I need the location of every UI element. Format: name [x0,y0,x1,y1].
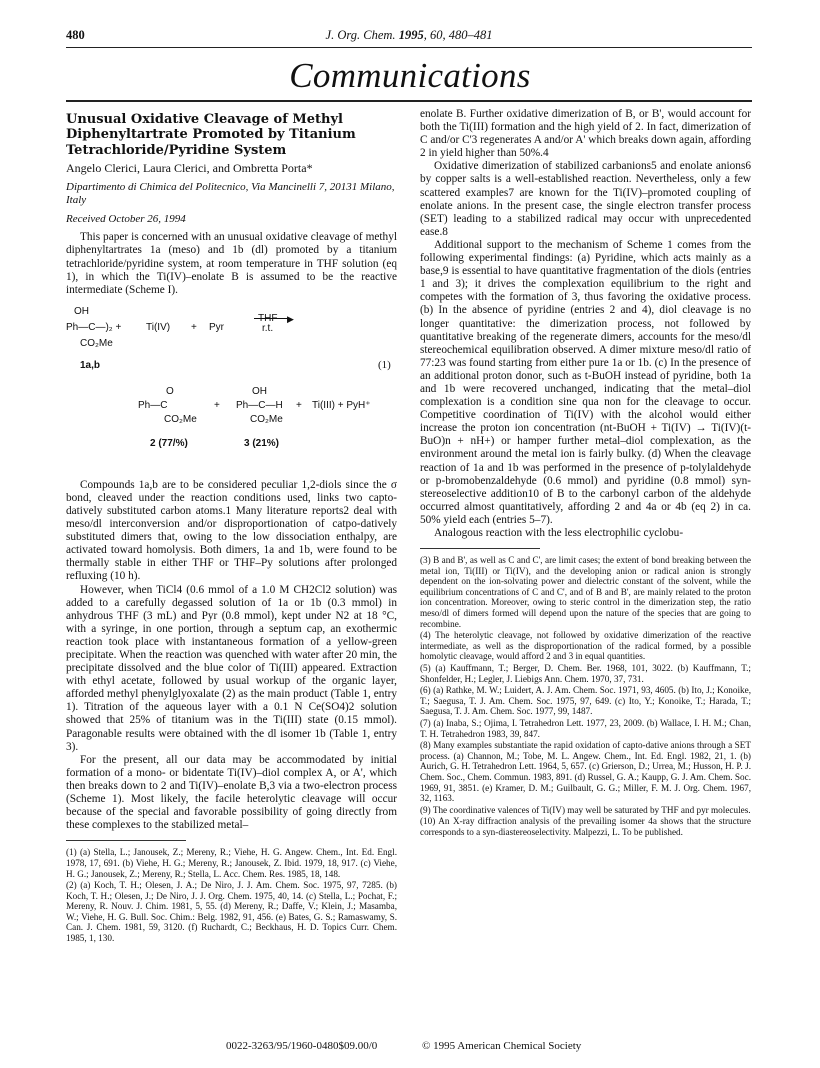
footnote-rule [420,548,540,549]
scheme-reagent: Ti(IV) [146,321,171,333]
paragraph: For the present, all our data may be accommodated by initial formation of a mono- or bidentate Ti(IV)–diol complex A, or A', which then breaks down to 2 and Ti(IV)–enolate B,3 via a two-electron process (Scheme 1). Most likely, the facile heterolytic cleavage will occur because of the special and favorable possibility of going directly from these complexes to the stabilized metal– [66,753,397,832]
reaction-scheme [66,301,397,473]
scheme-condition: r.t. [262,322,274,334]
scheme-reactant: Ph—C—)₂ + [66,321,122,333]
scheme-product: Ph—C—H [236,399,283,411]
paragraph: Analogous reaction with the less electrophilic cyclobu- [434,527,684,539]
compound-label: 3 (21%) [244,437,280,449]
running-header [66,28,752,46]
scheme-plus: + [296,399,302,411]
footnote: (5) (a) Kauffmann, T.; Berger, D. Chem. Ber. 1968, 101, 3022. (b) Kauffmann, T.; Shonfelder, H.; Legler, J. Liebigs Ann. Chem. 1970, 37, 731. [420,663,751,684]
footnote: (1) (a) Stella, L.; Janousek, Z.; Mereny, R.; Viehe, H. G. Angew. Chem., Int. Ed. Engl. 1978, 17, 691. (b) Viehe, H. G.; Mereny, R.; Janousek, Z. Ibid. 1979, 18, 917. (c) Viehe, H. G.; Janousek, Z.; Mereny, R.; Stella, L. Acc. Chem. Res. 1985, 18, 148. [66,847,397,879]
copyright: © 1995 American Chemical Society [422,1040,582,1052]
article-code: 0022-3263/95/1960-0480$09.00/0 [226,1040,378,1052]
scheme-plus: + [191,321,197,333]
paragraph: Additional support to the mechanism of Scheme 1 comes from the following experimental findings: (a) Pyridine, which acts mainly as a base,9 is essential to have quantitative fragmentation of the diols (entries 1 and 3); it drives the complexation equilibrium to the right and competes with the formation of 3, thus favoring the oxidative process. (b) In the absence of pyridine (entries 2 and 4), diol cleavage is no longer quantitative: the dimerization process, not followed by quantitative breaking of the regenerate dimers, accounts for the meso/dl stereochemical equilibration observed. A dimer mixture meso/dl ratio of 77:23 was found starting from either pure 1a or 1b. (c) In the presence of an additional proton donor, such as t-BuOH instead of pyridine, both 1a and 1b were recovered unchanged, indicating that the metal–diol complexation is a condition sine qua non for the cleavage to occur. Competitive coordination of Ti(IV) with the alcohol would either increase the proton ion concentration (nt-BuOH + Ti(IV) → Ti(IV)(t-BuO)n + nH+) or hamper further metal–diol complexation, as the environment around the metal ion is fairly bulky. (d) When the cleavage reaction of 1a and 1b was performed in the presence of p-tolylaldehyde or p-bromobenzaldehyde (0.6 mmol) and pyridine (0.8 mmol) syn-stereoselective addition10 of B to the carbonyl carbon of the aldehyde occurred almost quantitatively, affording 2 and 4a or 4b (eq 2) in ca. 50% yield each (entries 5–7). [420,238,751,526]
journal-name: J. Org. Chem. [325,28,399,42]
footnotes [66,847,397,943]
compound-label: 2 (77/%) [150,437,188,449]
scheme-ester: CO₂Me [80,337,113,349]
footnotes [420,555,751,837]
section-rule [66,100,752,102]
footnote: (4) The heterolytic cleavage, not followed by oxidative dimerization of the reactive intermediate, as well as the disproportionation of the radical formed, by a possible homolytic cleavage, would afford 2 and 3 in equal quantities. [420,630,751,662]
paragraph: This paper is concerned with an unusual oxidative cleavage of methyl diphenyltartrates 1a (meso) and 1b (dl) promoted by a titanium tetrachloride/pyridine system, at room temperature in THF solution (eq 1), in which the Ti(IV)–enolate B is assumed to be the reactive intermediate (Scheme I). [66,231,397,296]
scheme-solvent: THF [258,312,278,324]
equation-number: (1) [378,358,391,371]
header-rule [66,47,752,48]
scheme-reagent: Pyr [209,321,224,333]
reaction-arrow [254,318,290,319]
journal-citation [66,28,752,43]
scheme-oxygen: O [166,385,174,397]
compound-label: 1a,b [80,359,101,371]
journal-year: 1995 [398,28,424,42]
scheme-plus: + [214,399,220,411]
paragraph: enolate B. Further oxidative dimerization of B, or B', would account for both the Ti(III) formation and the high yield of 2. In fact, dimerization of C and/or C'3 regenerates A and/or A' which breaks down again, affording 2 in yield higher than 50%.4 [420,108,751,160]
journal-volume-pages: , 60, 480–481 [423,28,493,42]
left-column [66,108,397,945]
right-column [420,108,751,839]
article-title: Unusual Oxidative Cleavage of Methyl Diphenyltartrate Promoted by Titanium Tetrachloride/Pyridine System [66,112,356,158]
paragraph: However, when TiCl4 (0.6 mmol of a 1.0 M CH2Cl2 solution) was added to a carefully degassed solution of 1a or 1b (0.3 mmol) in anhydrous THF (3 mL) and Pyr (0.8 mmol), kept under N2 at 18 °C, with a syringe, in one portion, through a septum cap, an exothermic reaction took place with instantaneous formation of a yellow-green precipitate. When the reaction was quenched with water after 20 min, the precipitate dissolved and the blue color of Ti(III) appeared. Extraction with ethyl acetate, followed by usual workup of the organic layer, afforded methyl phenylglyoxalate (2) as the main product (Table 1, entry 1). Titration of the aqueous layer with a 0.1 N Ce(SO4)2 solution showed that 25% of titanium was in the Ti(III) state (0.15 mmol). Paragonable results were obtained with the dl isomer 1b (Table 1, entry 3). [66,583,397,753]
footnote: (2) (a) Koch, T. H.; Olesen, J. A.; De Niro, J. J. Am. Chem. Soc. 1975, 97, 7285. (b) Koch, T. H.; Olesen, J.; De Niro, J. J. Org. Chem. 1975, 40, 14. (c) Stella, L.; Pochat, F.; Mereny, R. Nouv. J. Chim. 1981, 5, 55. (d) Mereny, R.; Daffe, V.; Klein, J.; Masamba, W.; Viehe, H. G. Bull. Soc. Chim.: Belg. 1982, 91, 456. (e) Bates, G. S.; Ramaswamy, S. Can. J. Chem. 1981, 59, 3120. (f) Ruchardt, C.; Beckhaus, H. D. Topics Curr. Chem. 1985, 1, 130. [66,880,397,944]
received-date: Received October 26, 1994 [66,213,186,226]
affiliation: Dipartimento di Chimica del Politecnico, Via Mancinelli 7, 20131 Milano, Italy [66,181,395,207]
scheme-ester: CO₂Me [250,413,283,425]
paragraph: Oxidative dimerization of stabilized carbanions5 and enolate anions6 by copper salts is a well-established reaction. Nevertheless, only a few scattered examples7 are known for the Ti(IV)–promoted coupling of enolate anions. In the present case, the single electron transfer process (SET) leading to a stabilized radical may occur with unprecedented ease.8 [420,160,751,238]
scheme-product: Ph—C [138,399,168,411]
scheme-oh: OH [74,305,89,317]
scheme-byproducts: Ti(III) + PyH⁺ [312,399,371,411]
section-title: Communications [289,56,531,95]
footnote: (8) Many examples substantiate the rapid oxidation of capto-dative anions through a SET process. (a) Channon, M.; Tobe, M. L. Angew. Chem., Int. Ed. Engl. 1982, 21, 1. (b) Aurich, G. H. Tetrahedron Lett. 1964, 5, 657. (c) Grierson, D.; Urrea, M.; Husson, H. P. J. Chem. Soc., Chem. Commun. 1983, 891. (d) Russel, G. A.; Kaupp, G. J. Am. Chem. Soc. 1969, 91, 3851. (e) Kramer, D. M.; Guilbault, G. G.; Miller, F. M. J. Org. Chem. 1967, 32, 1163. [420,740,751,804]
scheme-ester: CO₂Me [164,413,197,425]
footnote: (3) B and B', as well as C and C', are limit cases; the extent of bond breaking between the metal ion, Ti(III) or Ti(IV), and the developing anion or radical anion is strongly dependent on the ion-solvating power and dielectric constant of the solvent, while the equilibrium concentrations of C and C', and of B and B', are mainly related to the proton ion concentration. Moreover, owing to steric control in the dimerization step, the ratio meso/dl of dimers formed will depend upon the nature of the species that are going to recombine. [420,555,751,629]
author-list: Angelo Clerici, Laura Clerici, and Ombretta Porta* [66,161,313,176]
page-number: 480 [66,28,85,42]
footnote: (10) An X-ray diffraction analysis of the prevailing isomer 4a shows that the structure corresponds to a syn-diastereoselectivity. Malpezzi, L. To be published. [420,816,751,837]
footnote-rule [66,840,186,841]
footnote: (6) (a) Rathke, M. W.; Luidert, A. J. Am. Chem. Soc. 1971, 93, 4605. (b) Ito, J.; Konoike, T.; Saegusa, T. J. Am. Chem. Soc. 1975, 97, 649. (c) Ito, Y.; Konoike, T.; Harada, T.; Saegusa, T. J. Am. Chem. Soc. 1977, 99, 1487. [420,685,751,717]
arrow-head-icon: ▶ [287,313,294,324]
footnote: (9) The coordinative valences of Ti(IV) may well be saturated by THF and pyr molecules. [420,804,751,815]
footnote: (7) (a) Inaba, S.; Ojima, I. Tetrahedron Lett. 1977, 23, 2009. (b) Wallace, I. H. M.; Chan, T. H. Tetrahedron 1983, 39, 847. [420,718,751,739]
scheme-oh: OH [252,385,267,397]
paragraph: Compounds 1a,b are to be considered peculiar 1,2-diols since the σ bond, cleaved under the reaction conditions used, links two capto-datively substituted carbon atoms.1 Many literature reports2 deal with meso/dl interconversion and/or disproportionation of catpo-datively substituted dimers that, owing to the low dissociation enthalpy, are activated toward homolysis. Both dimers, 1a and 1b, were found to be thermally stable in either THF or THF–Py solutions after prolonged refluxing (10 h). [66,478,397,583]
